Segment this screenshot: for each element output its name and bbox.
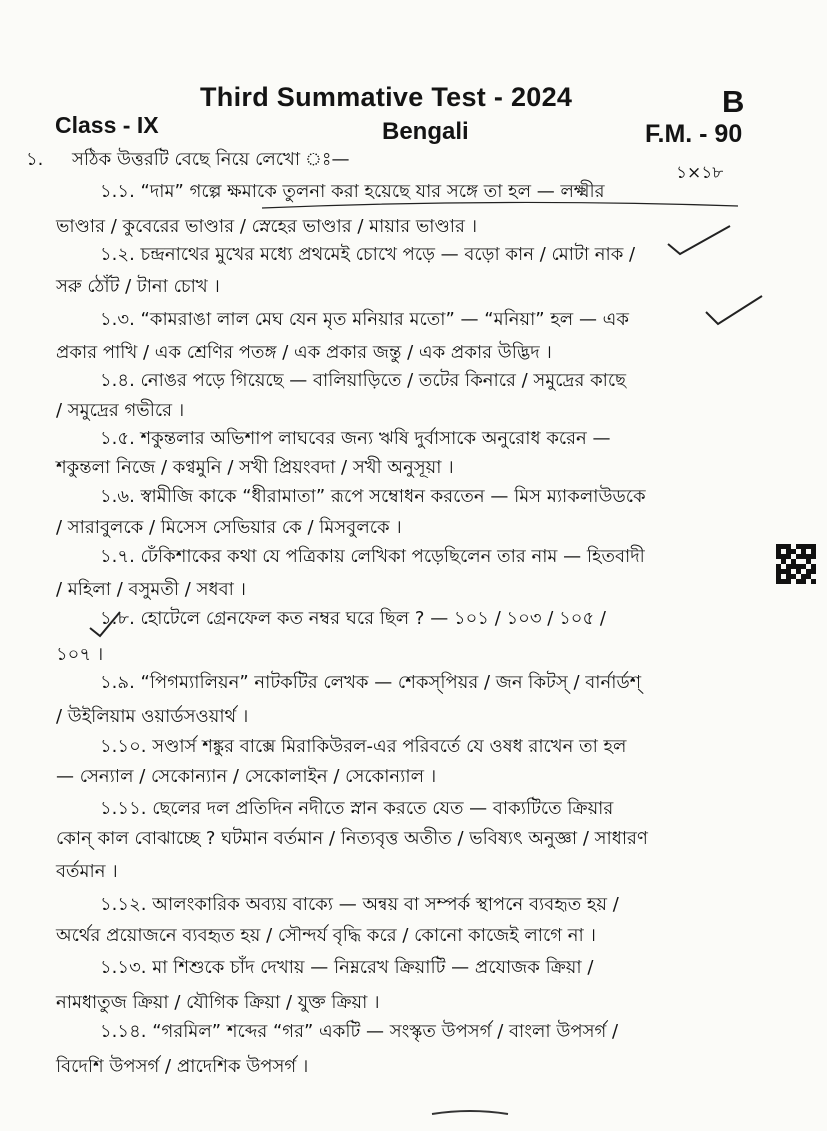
question-line: / উইলিয়াম ওয়ার্ডসওয়ার্থ । <box>56 706 249 727</box>
question-line: অর্থের প্রয়োজনে ব্যবহৃত হয় / সৌন্দর্য বৃদ্ধি করে / কোনো কাজেই লাগে না । <box>56 925 596 946</box>
question-line: ১০৭ । <box>56 644 104 665</box>
question-line: শকুন্তলা নিজে / কণ্বমুনি / সখী প্রিয়ংবদা / সখী অনুসূয়া । <box>56 457 454 478</box>
section-marks: ১×১৮ <box>676 163 724 183</box>
question-line: সরু ঠোঁট / টানা চোখ । <box>56 276 220 297</box>
question-line: বিদেশি উপসর্গ / প্রাদেশিক উপসর্গ । <box>56 1056 309 1077</box>
question-line: ১.৯. “পিগম্যালিয়ন” নাটকটির লেখক — শেকস্‌পিয়র / জন কিটস্ / বার্নার্ডশ্ <box>100 672 642 693</box>
section-instruction-text: সঠিক উত্তরটি বেছে নিয়ে লেখো ঃ— <box>72 149 350 170</box>
question-line: ১.৭. ঢেঁকিশাকের কথা যে পত্রিকায় লেখিকা পড়েছিলেন তার নাম — হিতবাদী <box>100 546 645 567</box>
question-line: ভাণ্ডার / কুবেরের ভাণ্ডার / স্নেহের ভাণ্ডার / মায়ার ভাণ্ডার । <box>56 216 478 237</box>
pen-mark-icon <box>86 608 126 638</box>
question-line: প্রকার পাখি / এক শ্রেণির পতঙ্গ / এক প্রকার জন্তু / এক প্রকার উদ্ভিদ । <box>56 342 552 363</box>
pen-underline-icon <box>260 196 740 216</box>
question-line: ১.৫. শকুন্তলার অভিশাপ লাঘবের জন্য ঋষি দুর্বাসাকে অনুরোধ করেন — <box>100 428 611 449</box>
question-line: ১.১১. ছেলের দল প্রতিদিন নদীতে স্নান করতে যেত — বাক্যটিতে ক্রিয়ার <box>100 798 614 819</box>
question-line: — সেন্যাল / সেকোন্যান / সেকোলাইন / সেকোন্যাল । <box>56 766 437 787</box>
exam-title: Third Summative Test - 2024 <box>200 82 573 112</box>
question-line: বর্তমান । <box>56 861 118 882</box>
question-line: / সমুদ্রের গভীরে । <box>56 400 185 421</box>
section-instruction <box>26 148 350 172</box>
question-line: / সারাবুলকে / মিসেস সেভিয়ার কে / মিসবুলকে । <box>56 517 402 538</box>
question-line: ১.১৪. “গরমিল” শব্দের “গর” একটি — সংস্কৃত উপসর্গ / বাংলা উপসর্গ / <box>100 1021 619 1042</box>
section-number: ১. <box>26 149 44 170</box>
scan-artifact <box>430 1108 510 1118</box>
question-line: নামধাতুজ ক্রিয়া / যৌগিক ক্রিয়া / যুক্ত ক্রিয়া । <box>56 992 380 1013</box>
full-marks-label: F.M. - 90 <box>645 120 743 148</box>
class-label: Class - IX <box>55 112 159 138</box>
question-line: কোন্ কাল বোঝাচ্ছে ? ঘটমান বর্তমান / নিত্যবৃত্ত অতীত / ভবিষ্যৎ অনুজ্ঞা / সাধারণ <box>56 828 648 849</box>
question-line: ১.৪. নোঙর পড়ে গিয়েছে — বালিয়াড়িতে / তটের কিনারে / সমুদ্রের কাছে <box>100 370 627 391</box>
question-line: ১.৮. হোটেলে গ্রেনফেল কত নম্বর ঘরে ছিল ? — ১০১ / ১০৩ / ১০৫ / <box>100 608 606 629</box>
tick-mark-icon <box>660 222 740 262</box>
question-line: ১.১৩. মা শিশুকে চাঁদ দেখায় — নিম্নরেখ ক্রিয়াটি — প্রযোজক ক্রিয়া / <box>100 957 594 978</box>
tick-mark-icon <box>700 290 770 330</box>
subject-label: Bengali <box>382 118 469 145</box>
question-line: ১.৬. স্বামীজি কাকে “ধীরামাতা” রূপে সম্বোধন করতেন — মিস ম্যাকলাউডকে <box>100 486 646 507</box>
question-line: ১.৩. “কামরাঙা লাল মেঘ যেন মৃত মনিয়ার মতো” — “মনিয়া” হল — এক <box>100 309 629 330</box>
question-line: ১.১. “দাম” গল্পে ক্ষমাকে তুলনা করা হয়েছে যার সঙ্গে তা হল — লক্ষ্মীর <box>100 181 605 202</box>
question-set-label: B <box>722 84 745 119</box>
question-line: ১.১২. আলংকারিক অব্যয় বাক্যে — অন্বয় বা সম্পর্ক স্থাপনে ব্যবহৃত হয় / <box>100 894 619 915</box>
question-line: ১.১০. সণ্ডার্স শঙ্কুর বাক্সে মিরাকিউরল-এর পরিবর্তে যে ওষধ রাখেন তা হল <box>100 736 627 757</box>
question-line: ১.২. চন্দ্রনাথের মুখের মধ্যে প্রথমেই চোখে পড়ে — বড়ো কান / মোটা নাক / <box>100 244 636 265</box>
question-line: / মহিলা / বসুমতী / সধবা । <box>56 579 246 600</box>
qr-code-icon <box>776 544 816 584</box>
